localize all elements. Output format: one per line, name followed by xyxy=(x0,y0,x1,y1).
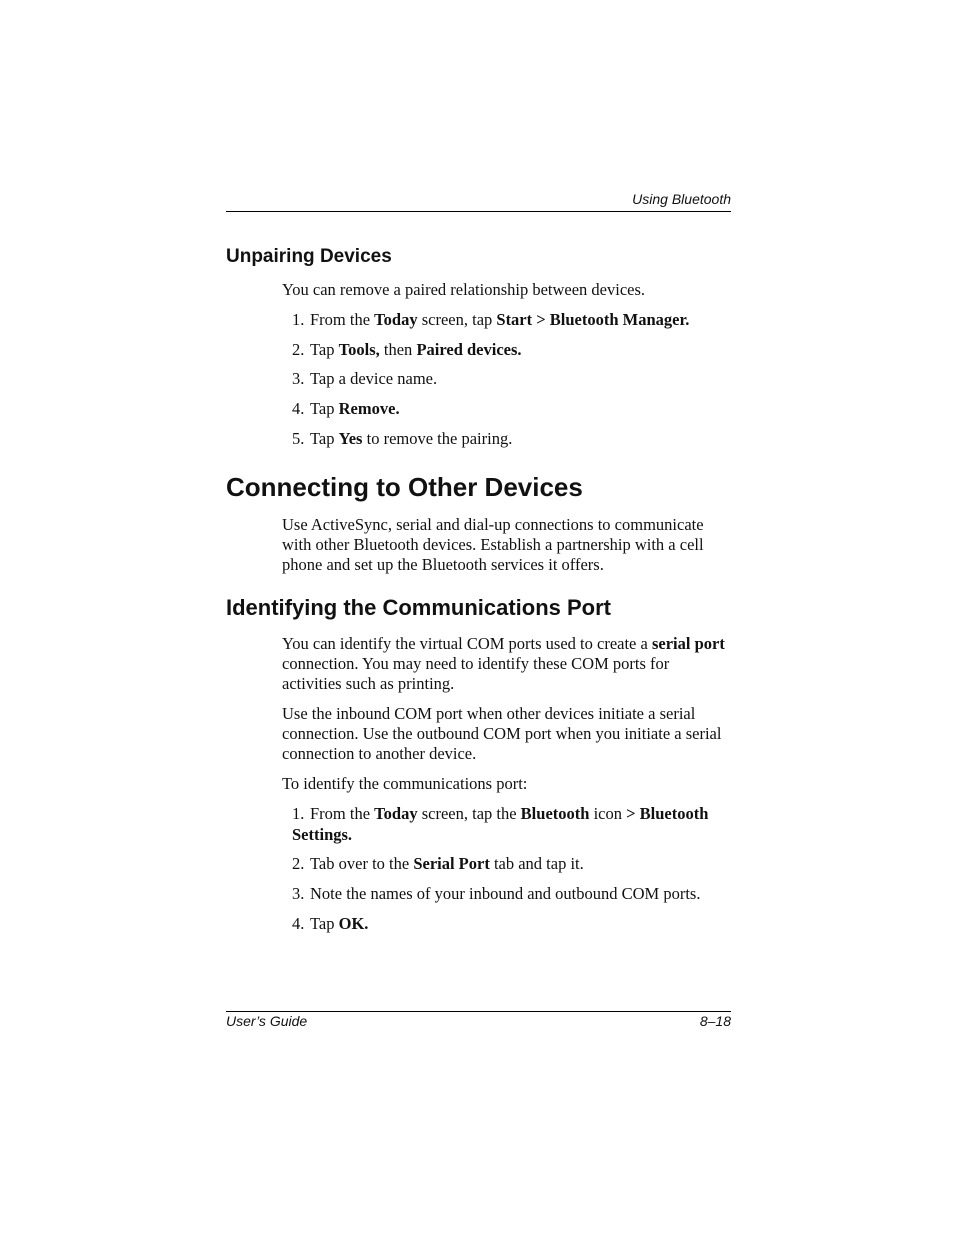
footer-rule xyxy=(226,1011,731,1012)
list-item: 1. From the Today screen, tap the Bluetooth icon > Bluetooth Settings. xyxy=(292,804,709,844)
footer-guide-title: User’s Guide xyxy=(226,1013,308,1029)
header-rule xyxy=(226,211,731,212)
list-item: 1. From the Today screen, tap Start > Bluetooth Manager. xyxy=(292,310,690,329)
list-item: 4. Tap Remove. xyxy=(292,399,400,418)
list-item: 4. Tap OK. xyxy=(292,914,369,933)
page-number: 8–18 xyxy=(699,1013,731,1029)
heading-connecting-to-other-devices: Connecting to Other Devices xyxy=(226,472,583,502)
heading-identifying-communications-port: Identifying the Communications Port xyxy=(226,595,612,620)
comport-paragraph-1: You can identify the virtual COM ports used to create a serial port connection. You may need to identify these COM ports for activities such as printing. xyxy=(282,634,725,693)
list-item: 2. Tab over to the Serial Port tab and tap it. xyxy=(292,854,584,873)
list-item: 3. Tap a device name. xyxy=(292,369,438,388)
running-header: Using Bluetooth xyxy=(632,191,731,207)
unpairing-intro: You can remove a paired relationship between devices. xyxy=(282,280,646,299)
connecting-body: Use ActiveSync, serial and dial-up connections to communicate with other Bluetooth devices. Establish a partnership with a cell phone and set up the Bluetooth services it offers. xyxy=(282,515,704,574)
comport-paragraph-2: Use the inbound COM port when other devices initiate a serial connection. Use the outbound COM port when you initiate a serial connection to another device. xyxy=(282,704,722,763)
heading-unpairing-devices: Unpairing Devices xyxy=(226,246,392,267)
list-item: 2. Tap Tools, then Paired devices. xyxy=(292,340,522,359)
list-item: 5. Tap Yes to remove the pairing. xyxy=(292,429,513,448)
list-item: 3. Note the names of your inbound and outbound COM ports. xyxy=(292,884,701,903)
comport-paragraph-3: To identify the communications port: xyxy=(282,774,528,793)
